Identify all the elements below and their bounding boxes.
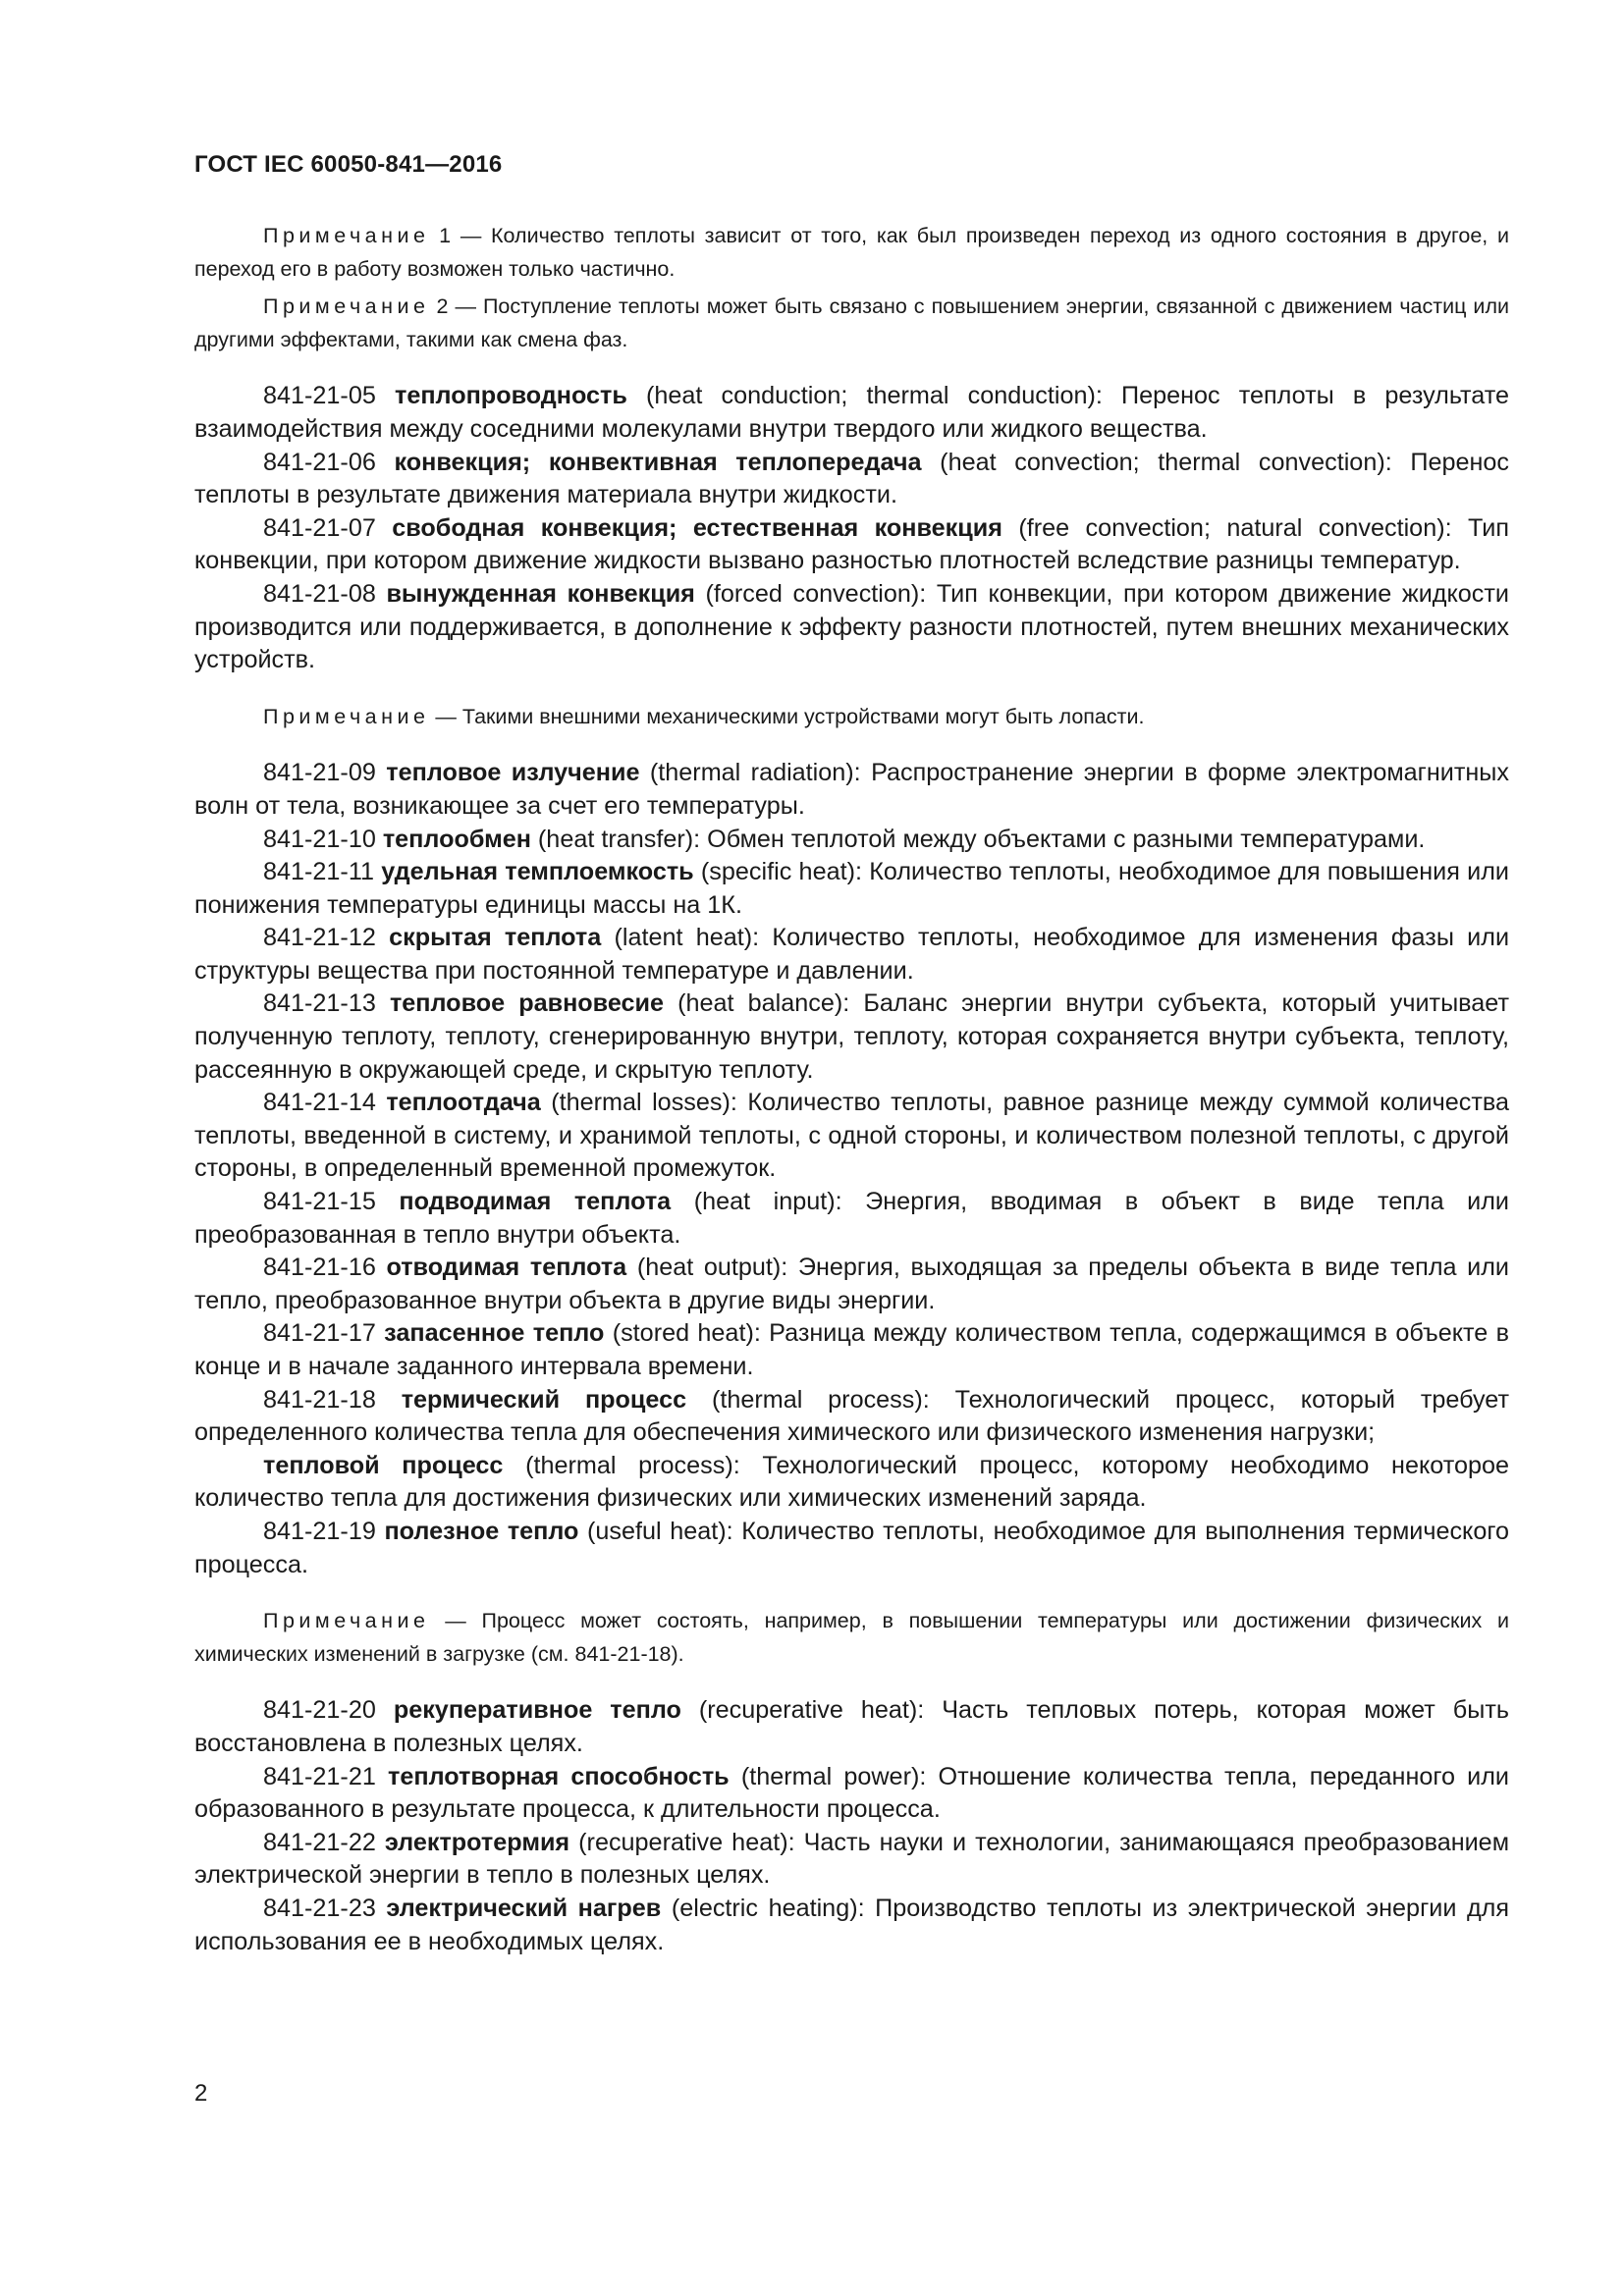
entry-term: тепловой процесс: [263, 1451, 504, 1479]
entry-term: рекуперативное тепло: [393, 1696, 681, 1725]
note-mid: [194, 701, 1509, 734]
term-entry: [194, 922, 1509, 988]
entry-definition: (heat transfer): Обмен теплотой между объектами с разными температурами.: [530, 825, 1426, 853]
entry-term: электрический нагрев: [386, 1894, 662, 1922]
entry-definition: (recuperative heat): Часть тепловых потерь, которая может быть восстановлена в полезных целях.: [194, 1696, 1509, 1757]
entry-number: 841-21-15: [263, 1188, 376, 1216]
entry-definition: (forced convection): Тип конвекции, при котором движение жидкости производится или поддерживается, в дополнение к эффекту разности плотностей, путем внешних механических устройств.: [194, 579, 1509, 674]
entry-term: отводимая теплота: [386, 1254, 627, 1282]
entry-definition: (heat balance): Баланс энергии внутри субъекта, который учитывает полученную теплоту, теплоту, сгенерированную внутри, теплоту, которая сохраняется внутри субъекта, теплоту, рассеянную в окружающей среде, и скрытую теплоту.: [194, 989, 1509, 1084]
entry-number: 841-21-11: [263, 858, 374, 886]
entry-number: 841-21-21: [263, 1762, 376, 1790]
term-entry: [194, 1087, 1509, 1186]
entry-definition: (electric heating): Производство теплоты из электрической энергии для использования ее в необходимых целях.: [194, 1894, 1509, 1955]
entry-number: 841-21-10: [263, 825, 376, 853]
entry-definition: (thermal process): Технологический процесс, которому необходимо некоторое количество тепла для достижения физических или химических изменений заряда.: [194, 1451, 1510, 1513]
term-entry: [194, 856, 1509, 922]
term-entry: [194, 1516, 1509, 1581]
entry-term: свободная конвекция; естественная конвекция: [392, 513, 1002, 542]
entry-term: электротермия: [384, 1828, 570, 1856]
term-entry: [194, 578, 1509, 677]
entry-term: теплопроводность: [394, 382, 627, 410]
term-entry: [194, 447, 1509, 512]
note-bottom: [194, 1605, 1509, 1671]
note-text: 2 — Поступление теплоты может быть связано с повышением энергии, связанной с движением частиц или другими эффектами, такими как смена фаз.: [194, 294, 1509, 351]
term-entry: [194, 988, 1509, 1087]
term-entry: [194, 1761, 1509, 1827]
entry-number: 841-21-17: [263, 1319, 376, 1348]
entry-term: термический процесс: [401, 1385, 687, 1414]
entry-definition: (specific heat): Количество теплоты, необходимое для повышения или понижения температуры единицы массы на 1К.: [194, 858, 1509, 919]
note-2: [194, 291, 1509, 356]
term-entry: [194, 1384, 1509, 1450]
term-entry: [194, 1893, 1509, 1958]
entry-term: теплотворная способность: [388, 1762, 730, 1790]
entry-definition: (useful heat): Количество теплоты, необходимое для выполнения термического процесса.: [194, 1517, 1510, 1578]
entry-term: теплообмен: [382, 825, 531, 853]
note-1: [194, 220, 1509, 286]
entry-number: 841-21-22: [263, 1828, 376, 1856]
document-header: ГОСТ IEC 60050-841—2016: [194, 151, 503, 178]
entry-definition: (latent heat): Количество теплоты, необходимое для изменения фазы или структуры вещества при постоянной температуре и давлении.: [194, 924, 1510, 985]
entry-definition: (heat conduction; thermal conduction): Перенос теплоты в результате взаимодействия между соседними молекулами внутри твердого или жидкого вещества.: [194, 382, 1509, 443]
entry-number: 841-21-23: [263, 1894, 376, 1922]
entry-term: конвекция; конвективная теплопередача: [394, 448, 922, 476]
term-entry: [194, 1186, 1509, 1252]
entry-number: 841-21-18: [263, 1385, 376, 1414]
entry-number: 841-21-05: [263, 382, 376, 410]
document-body: [194, 220, 1509, 1958]
term-entry: [194, 512, 1509, 578]
note-label: Примечание: [263, 704, 430, 728]
entry-number: 841-21-13: [263, 989, 376, 1018]
term-entry: [194, 1827, 1509, 1893]
entry-term: тепловое излучение: [386, 759, 640, 787]
term-entry: [194, 1694, 1509, 1760]
note-text: — Такими внешними механическими устройствами могут быть лопасти.: [429, 704, 1145, 728]
entry-definition: (thermal radiation): Распространение энергии в форме электромагнитных волн от тела, возникающее за счет его температуры.: [194, 759, 1509, 820]
entry-term: тепловое равновесие: [389, 989, 665, 1018]
term-entry: [194, 1252, 1509, 1317]
entry-number: 841-21-19: [263, 1517, 376, 1545]
term-entry: [194, 380, 1509, 446]
entry-definition: (recuperative heat): Часть науки и технологии, занимающаяся преобразованием электрической энергии в тепло в полезных целях.: [194, 1828, 1510, 1890]
entry-definition: (thermal power): Отношение количества тепла, переданного или образованного в результате процесса, к длительности процесса.: [194, 1762, 1509, 1824]
term-entry: [194, 824, 1509, 857]
entry-term: подводимая теплота: [399, 1188, 672, 1216]
entry-number: 841-21-14: [263, 1089, 376, 1117]
entry-definition: (free convection; natural convection): Тип конвекции, при котором движение жидкости вызвано разностью плотностей вследствие разницы температур.: [194, 513, 1509, 575]
entry-number: 841-21-06: [263, 448, 376, 476]
entry-definition: (heat output): Энергия, выходящая за пределы объекта в виде тепла или тепло, преобразованное внутри объекта в другие виды энергии.: [194, 1254, 1509, 1314]
term-entry-synonym: [194, 1450, 1509, 1516]
note-text: — Процесс может состоять, например, в повышении температуры или достижении физических и химических изменений в загрузке (см. 841-21-18).: [194, 1609, 1509, 1666]
entry-term: удельная темплоемкость: [381, 858, 694, 886]
entry-number: 841-21-07: [263, 513, 376, 542]
entry-definition: (stored heat): Разница между количеством тепла, содержащимся в объекте в конце и в начале заданного интервала времени.: [194, 1319, 1509, 1380]
entry-number: 841-21-12: [263, 924, 376, 952]
entry-number: 841-21-20: [263, 1696, 376, 1725]
note-label: Примечание: [263, 294, 430, 319]
entry-definition: (heat convection; thermal convection): Перенос теплоты в результате движения материала внутри жидкости.: [194, 448, 1509, 509]
note-text: 1 — Количество теплоты зависит от того, как был произведен переход из одного состояния в другое, и переход его в работу возможен только частично.: [194, 224, 1509, 281]
entry-definition: (thermal process): Технологический процесс, который требует определенного количества тепла для обеспечения химического или физического изменения нагрузки;: [194, 1385, 1509, 1447]
entry-term: полезное тепло: [384, 1517, 579, 1545]
entry-number: 841-21-16: [263, 1254, 376, 1282]
entry-term: запасенное тепло: [384, 1319, 605, 1348]
entry-definition: (thermal losses): Количество теплоты, равное разнице между суммой количества теплоты, введенной в систему, и хранимой теплоты, с одной стороны, и количеством полезной теплоты, с другой стороны, в определенный временной промежуток.: [194, 1089, 1509, 1183]
entry-term: вынужденная конвекция: [386, 579, 695, 608]
note-label: Примечание: [263, 1609, 430, 1633]
entry-term: теплоотдача: [386, 1089, 541, 1117]
entry-term: скрытая теплота: [389, 924, 602, 952]
note-label: Примечание: [263, 224, 430, 247]
page-number: 2: [194, 2080, 208, 2107]
entry-number: 841-21-09: [263, 759, 376, 787]
entry-definition: (heat input): Энергия, вводимая в объект в виде тепла или преобразованная в тепло внутри объекта.: [194, 1188, 1509, 1249]
term-entry: [194, 1317, 1509, 1383]
term-entry: [194, 757, 1509, 823]
entry-number: 841-21-08: [263, 579, 376, 608]
